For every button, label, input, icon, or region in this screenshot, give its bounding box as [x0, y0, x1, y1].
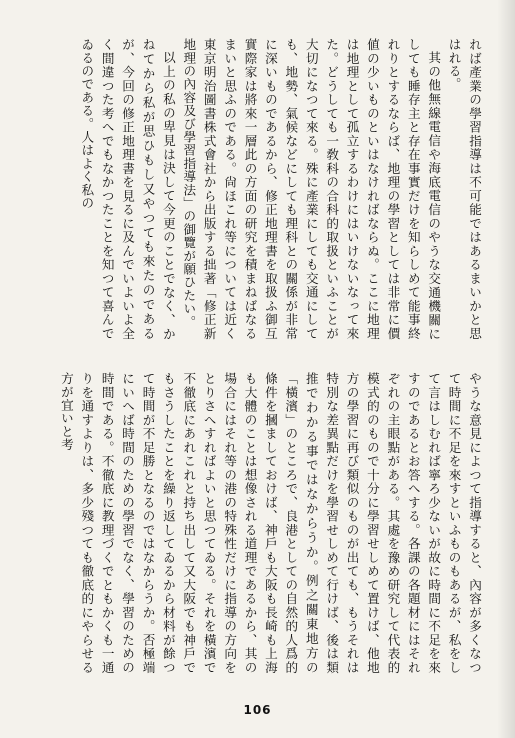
upper-text-column — [44, 38, 484, 340]
lower-text-column — [44, 372, 484, 674]
page-number: 106 — [243, 703, 272, 717]
page-edge-shadow — [497, 0, 515, 738]
paragraph: れば產業の學習指導は不可能ではあるまいかと思はれる。 — [446, 38, 482, 340]
paragraph: やうな意見によつて指導すると、內容が多くなつて時間に不足を來すといふものもあるが、私をして言はしむれば寧ろ少ないが故に時間に不足を來すのであるとお答へする。各課の各題材にはそれぞれの主眼點がある。其處を豫め研究して代表的模式的のもので十分に學習せしめて置けば、他地方の學習に再び類似のものが出ても、もうそれは特別な差異點だけを學習せしめて行けば、後は類推でわかる事ではなからうか。例之關東地方の「橫濱」のところで、良港としての自然的人爲的條件を摑ましておけば、神戶も大阪も長崎も上海も大體のことは想像される道理であるから、其の場合にはそれ等の港の特殊性だけに指導の方向をとりさへすればよいと思つてゐる。それを橫濱で不徹底にあれこれと持ち出して又大阪でも神戶でもさうしたことを繰り返してゐるから材料が餘つて時間が不足勝となるのではなからうか。否極端にいへば時間のための學習でなく、學習のための時間である。不徹底に教理づくでともかくも一通りを通すよりは、多少殘つても徹底的にやらせる方が宜いと考 — [58, 372, 482, 674]
paragraph: 以上の私の卑見は決して今更のことでなく、かねてから私が思ひもし又やつても來たのであるが、今回の修正地理書を見るに及んでいよいよ全く間違つた考へでもなかつたことを知つて喜んでゐるのである。人はよく私の — [79, 38, 176, 340]
paragraph: 其の他無線電信や海底電信のやうな交通機關にしても睡存主と存在事實だけを知らしめて能事終れりとするならば、地理の學習としては非常に價値の少いものといはなければならぬ。ここに地理は地理として孤立するわけにはいけないなって來た。どうしても一敎科の合科的取扱といふことが大切になつて來る。殊に產業にしても交通にしても、地勢、氣候などにしても理科との關係が非常に深いものであるから、修正地理書を取扱ふ御互實際家は將來一層此の方面の研究を積まねばなるまいと思ふのである。尙ほこれ等については近く東京明治圖書株式會社から出版する拙著「修正新地理の內容及び學習指導法」の御覽が願ひたい。 — [181, 38, 442, 340]
